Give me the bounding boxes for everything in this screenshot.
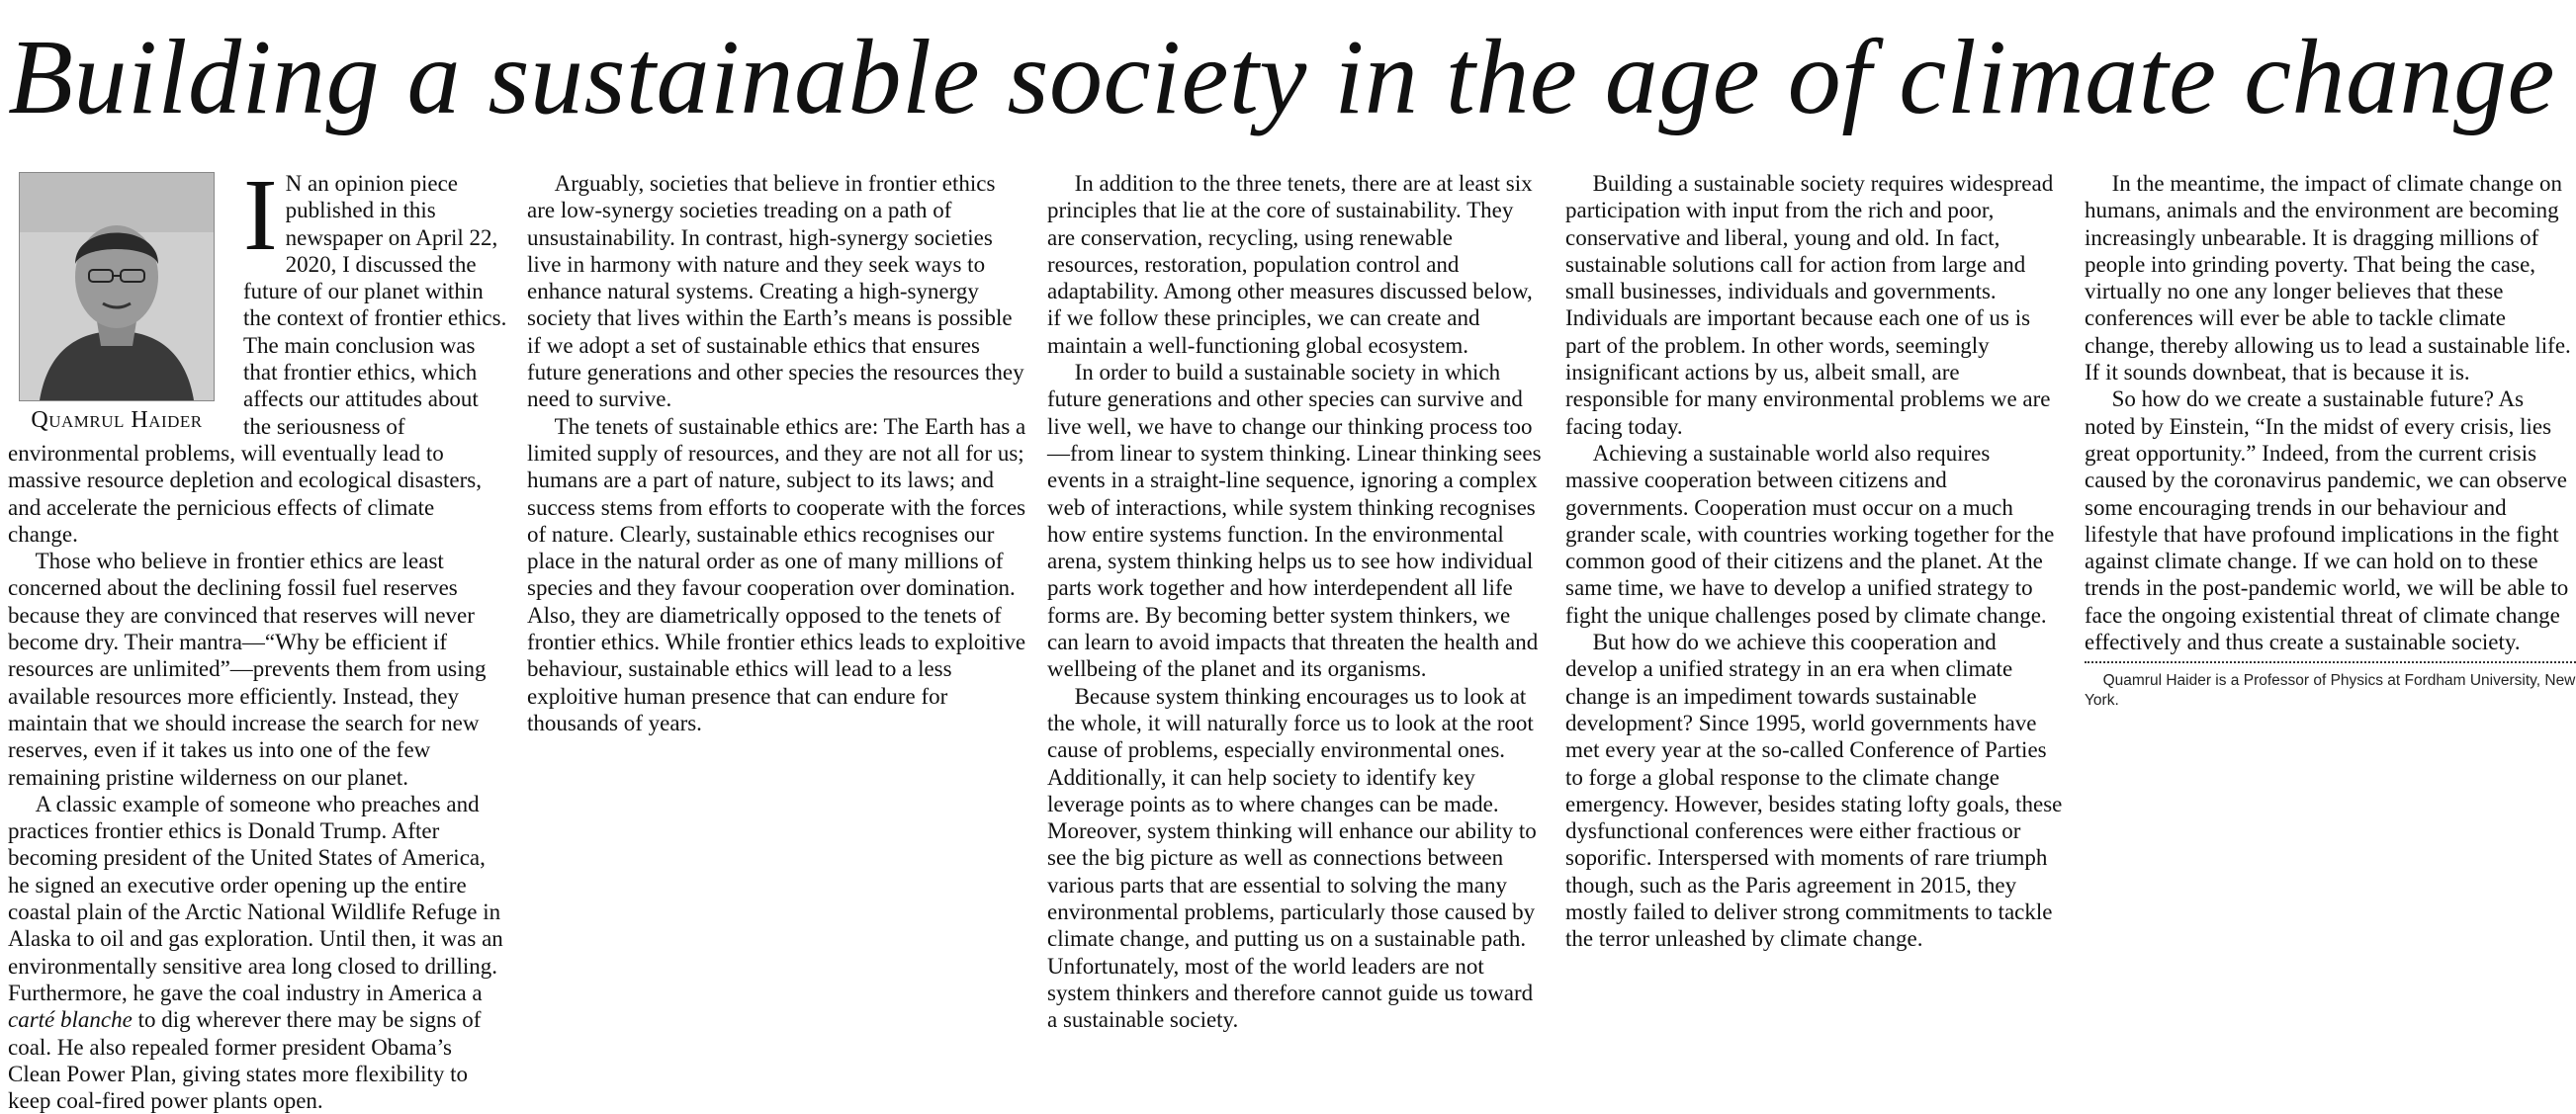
paragraph-5: The tenets of sustainable ethics are: The Earth has a limited supply of resources, and they are not all for us; humans are a part of nature, subject to its laws; and success stems from efforts to cooperate with the forces of nature. Clearly, sustainable ethics recognises our place in the natural order as one of many millions of species and they favour cooperation over domination. Also, they are diametrically opposed to the tenets of frontier ethics. While frontier ethics leads to exploitive behaviour, sustainable ethics will lead to a less exploitive human presence that can endure for thousands of years.: [527, 413, 1026, 735]
paragraph-10: Achieving a sustainable world also requires massive cooperation between citizens and governments. Cooperation must occur on a much grander scale, with countries working together for the common good of their citizens and the planet. At the same time, we have to develop a unified strategy to fight the unique challenges posed by climate change.: [1565, 440, 2055, 628]
paragraph-7: In order to build a sustainable society in which future generations and other species can survive and live well, we have to change our thinking process too—from linear to system thinking. Linear thinking sees events in a straight-line sequence, ignoring a complex web of interactions, while system thinking recognises how entire systems function. In the environmental arena, system thinking helps us to see how individual parts work together and how interdependent all life forms are. By becoming better system thinkers, we can learn to avoid impacts that threaten the health and wellbeing of the planet and its organisms.: [1047, 360, 1542, 682]
paragraph-12: In the meantime, the impact of climate change on humans, animals and the environment are becoming increasingly unbearable. It is dragging millions of people into grinding poverty. That being the case, virtually no one any longer believes that these conferences will ever be able to tackle climate change, thereby allowing us to lead a sustainable life. If it sounds downbeat, that is because it is.: [2085, 171, 2571, 386]
paragraph-4: Arguably, societies that believe in frontier ethics are low-synergy societies treading on a path of unsustainability. In contrast, high-synergy societies live in harmony with nature and they seek ways to enhance natural systems. Creating a high-synergy society that lives within the Earth’s means is possible if we adopt a set of sustainable ethics that ensures future generations and other species the resources they need to survive.: [527, 171, 1024, 412]
article-column-3: [1047, 170, 1547, 1065]
bio-divider: [2085, 661, 2576, 663]
article-column-4: [1565, 170, 2065, 1065]
paragraph-3-italic: carté blanche: [8, 1007, 133, 1033]
headline: Building a sustainable society in the age of climate change: [8, 19, 2555, 136]
paragraph-3: [8, 791, 507, 1114]
paragraph-11: But how do we achieve this cooperation and develop a unified strategy in an era when climate change is an impediment towards sustainable development? Since 1995, world governments have met every year at the so-called Conference of Parties to forge a global response to the climate change emergency. However, besides stating lofty goals, these dysfunctional conferences were either fractious or soporific. Interspersed with moments of rare triumph though, such as the Paris agreement in 2015, they mostly failed to deliver strong commitments to tackle the terror unleashed by climate change.: [1565, 630, 2063, 952]
lead-text: N an opinion piece published in this newspaper on April 22, 2020, I discussed the future of our planet within the context of frontier ethics. The main conclusion was that frontier ethics, which affects our attitudes about the seriousness of environmental problems, will eventually lead to massive resource depletion and ecological disasters, and accelerate the pernicious effects of climate change.: [8, 171, 507, 547]
author-photo-box: [8, 172, 225, 434]
paragraph-13: So how do we create a sustainable future? As noted by Einstein, “In the midst of every crisis, lies great opportunity.” Indeed, from the current crisis caused by the coronavirus pandemic, we can observe some encouraging trends in our behaviour and lifestyle that have profound implications in the fight against climate change. If we can hold on to these trends in the post-pandemic world, we will be able to face the ongoing existential threat of climate change effectively and thus create a sustainable society.: [2085, 386, 2569, 655]
author-portrait-image: [20, 173, 214, 400]
paragraph-6: In addition to the three tenets, there are at least six principles that lie at the core of sustainability. They are conservation, recycling, using renewable resources, restoration, population control and adaptability. Among other measures discussed below, if we follow these principles, we can create and maintain a well-functioning global ecosystem.: [1047, 171, 1533, 358]
author-photo-caption: Quamrul Haider: [31, 407, 203, 433]
paragraph-2: Those who believe in frontier ethics are least concerned about the declining fossil fuel reserves because they are convinced that reserves will never become dry. Their mantra—“Why be efficient if resources are unlimited”—prevents them from using available resources more efficiently. Instead, they maintain that we should increase the search for new reserves, even if it takes us into one of the few remaining pristine wilderness on our planet.: [8, 549, 487, 790]
article-column-2: [527, 170, 1026, 1065]
author-bio: Quamrul Haider is a Professor of Physics at Fordham University, New York.: [2085, 672, 2576, 710]
paragraph-3-text: A classic example of someone who preaches and practices frontier ethics is Donald Trump. After becoming president of the United States of America, he signed an executive order opening up the entire coastal plain of the Arctic National Wildlife Refuge in Alaska to oil and gas exploration. Until then, it was an environmentally sensitive area long closed to drilling. Furthermore, he gave the coal industry in America a: [8, 791, 503, 1005]
paragraph-8: Because system thinking encourages us to look at the whole, it will naturally force us to look at the root cause of problems, especially environmental ones. Additionally, it can help society to identify key leverage points as to where changes can be made. Moreover, system thinking will enhance our ability to see the big picture as well as connections between various parts that are essential to solving the many environmental problems, particularly those caused by climate change, and putting us on a sustainable path. Unfortunately, most of the world leaders are not system thinkers and therefore cannot guide us toward a sustainable society.: [1047, 683, 1537, 1033]
article-column-1: [8, 158, 507, 1114]
drop-cap: I: [243, 158, 278, 272]
paragraph-9: Building a sustainable society requires widespread participation with input from the rich and poor, conservative and liberal, young and old. In fact, sustainable solutions call for action from large and small businesses, individuals and governments. Individuals are important because each one of us is part of the problem. In other words, seemingly insignificant actions by us, albeit small, are responsible for many environmental problems we are facing today.: [1565, 171, 2054, 439]
author-photo: [19, 172, 215, 401]
paragraph-3-end: to dig wherever there may be signs of coal. He also repealed former president Obama’s Clean Power Plan, giving states more flexibility to keep coal-fired power plants open.: [8, 1007, 482, 1114]
article-column-5: [2085, 170, 2576, 1065]
